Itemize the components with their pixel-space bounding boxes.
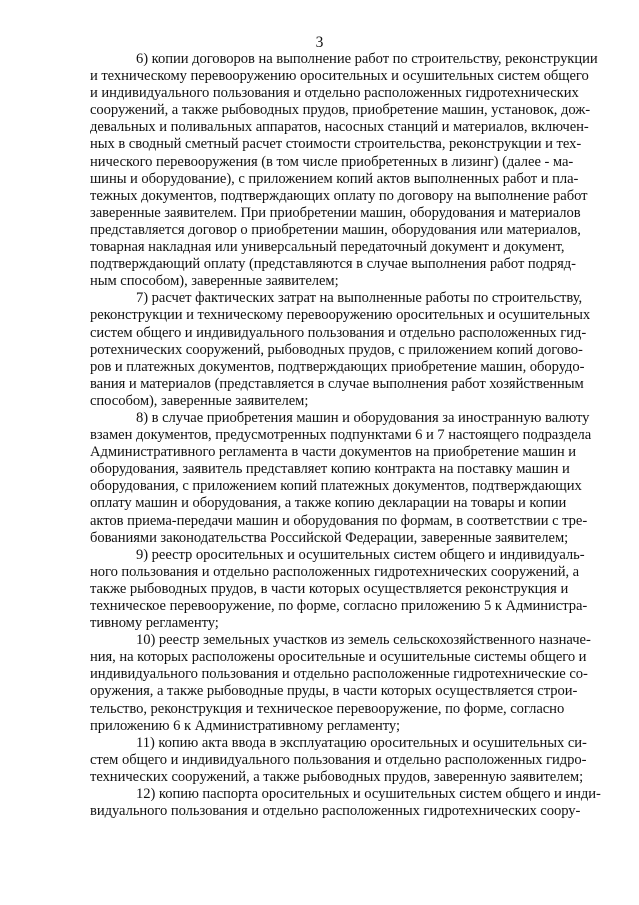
text-line: 12) копию паспорта оросительных и осушительных систем общего и инди- bbox=[136, 786, 601, 803]
text-line: шины и оборудование), с приложением копий актов выполненных работ и пла- bbox=[90, 170, 579, 187]
text-line: оружения, а также рыбоводные пруды, в части которых осуществляется строи- bbox=[90, 683, 578, 700]
text-line: представляется договор о приобретении машин, оборудования или материалов, bbox=[90, 221, 581, 238]
text-line: стем общего и индивидуального пользования и отдельно расположенных гидро- bbox=[90, 751, 587, 768]
text-line: и индивидуального пользования и отдельно расположенных гидротехнических bbox=[90, 85, 579, 102]
paragraph-item-7 bbox=[90, 290, 614, 410]
text-line: ров и платежных документов, подтверждающих приобретение машин, оборудо- bbox=[90, 358, 585, 375]
text-line: 11) копию акта ввода в эксплуатацию оросительных и осушительных си- bbox=[136, 734, 587, 751]
text-line: взамен документов, предусмотренных подпунктами 6 и 7 настоящего подраздела bbox=[90, 427, 592, 444]
text-line: 8) в случае приобретения машин и оборудования за иностранную валюту bbox=[136, 409, 590, 426]
text-line: приложению 6 к Административному регламенту; bbox=[90, 717, 400, 734]
paragraph-item-11 bbox=[90, 735, 614, 786]
text-line: и техническому перевооружению оросительных и осушительных систем общего bbox=[90, 68, 589, 85]
text-line: технических сооружений, а также рыбоводных прудов, заверенную заявителем; bbox=[90, 768, 584, 785]
paragraph-item-9 bbox=[90, 547, 614, 632]
text-line: бованиями законодательства Российской Федерации, заверенные заявителем; bbox=[90, 529, 569, 546]
text-line: также рыбоводных прудов, в части которых осуществляется реконструкция и bbox=[90, 580, 569, 597]
text-line: индивидуального пользования и отдельно расположенные гидротехнические со- bbox=[90, 666, 588, 683]
text-line: товарная накладная или универсальный передаточный документ и документ, bbox=[90, 239, 565, 256]
text-line: оборудования, с приложением копий платежных документов, подтверждающих bbox=[90, 478, 582, 495]
page-number: 3 bbox=[315, 34, 324, 51]
text-line: видуального пользования и отдельно расположенных гидротехнических соору- bbox=[90, 803, 581, 820]
text-line: 6) копии договоров на выполнение работ по строительству, реконструкции bbox=[136, 51, 598, 67]
text-line: тельство, реконструкция и техническое перевооружение, по форме, согласно bbox=[90, 700, 565, 717]
text-line: 7) расчет фактических затрат на выполненные работы по строительству, bbox=[136, 290, 583, 307]
text-line: оборудования, заявитель представляет копию контракта на поставку машин и bbox=[90, 461, 570, 478]
text-line: тежных документов, подтверждающих оплату по договору на выполнение работ bbox=[90, 187, 588, 204]
text-line: вания и материалов (представляется в случае выполнения работ хозяйственным bbox=[90, 375, 584, 392]
text-line: 9) реестр оросительных и осушительных систем общего и индивидуаль- bbox=[136, 546, 585, 563]
text-line: ным способом), заверенные заявителем; bbox=[90, 273, 339, 290]
paragraph-item-10 bbox=[90, 632, 614, 735]
text-line: реконструкции и техническому перевооружению оросительных и осушительных bbox=[90, 307, 591, 324]
text-line: сооружений, а также рыбоводных прудов, приобретение машин, установок, дож- bbox=[90, 102, 591, 119]
text-line: систем общего и индивидуального пользования и отдельно расположенных гид- bbox=[90, 324, 587, 341]
text-line: девальных и поливальных аппаратов, насосных станций и материалов, включен- bbox=[90, 119, 589, 136]
text-line: 10) реестр земельных участков из земель сельскохозяйственного назначе- bbox=[136, 632, 591, 649]
text-line: заверенные заявителем. При приобретении машин, оборудования и материалов bbox=[90, 204, 581, 221]
text-line: Административного регламента в части документов на приобретение машин и bbox=[90, 444, 577, 461]
paragraph-item-8 bbox=[90, 410, 614, 547]
document-body bbox=[90, 51, 614, 820]
text-line: ния, на которых расположены оросительные и осушительные системы общего и bbox=[90, 649, 587, 666]
text-line: ротехнических сооружений, рыбоводных прудов, с приложением копий догово- bbox=[90, 341, 583, 358]
paragraph-item-6 bbox=[90, 51, 614, 290]
text-line: способом), заверенные заявителем; bbox=[90, 392, 309, 409]
text-line: актов приема-передачи машин и оборудования по формам, в соответствии с тре- bbox=[90, 512, 588, 529]
paragraph-item-12 bbox=[90, 786, 614, 820]
text-line: оплату машин и оборудования, а также копию декларации на товары и копии bbox=[90, 495, 567, 512]
text-line: техническое перевооружение, по форме, согласно приложению 5 к Администра- bbox=[90, 598, 588, 614]
text-line: нического перевооружения (в том числе приобретенных в лизинг) (далее - ма- bbox=[90, 153, 574, 170]
text-line: ного пользования и отдельно расположенных гидротехнических сооружений, а bbox=[90, 563, 580, 580]
text-line: тивному регламенту; bbox=[90, 615, 219, 632]
text-line: ных в сводный сметный расчет стоимости строительства, реконструкции и тех- bbox=[90, 136, 582, 153]
text-line: подтверждающий оплату (представляются в случае выполнения работ подряд- bbox=[90, 256, 576, 273]
